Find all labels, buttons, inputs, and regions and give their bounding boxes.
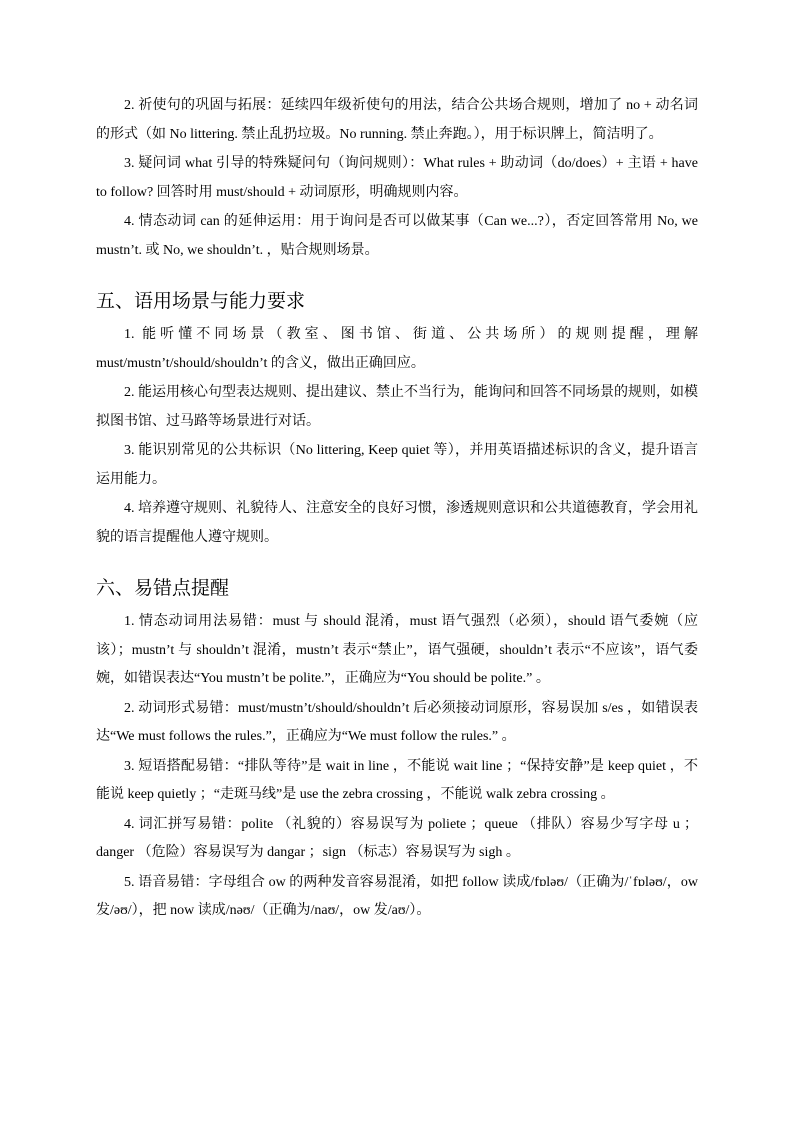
paragraph: 4. 词汇拼写易错：polite （礼貌的）容易误写为 poliete ；queue （排队）容易少写字母 u ；danger （危险）容易误写为 dangar ；sign （标志）容易误写为 sigh 。 xyxy=(96,816,698,860)
paragraph: 4. 培养遵守规则、礼貌待人、注意安全的良好习惯，渗透规则意识和公共道德教育，学会用礼貌的语言提醒他人遵守规则。 xyxy=(96,501,698,545)
paragraph: 3. 短语搭配易错：“排队等待”是 wait in line ，不能说 wait line ；“保持安静”是 keep quiet ，不能说 keep quietly ；“走斑马线”是 use the zebra crossing ，不能说 walk zebra crossing 。 xyxy=(96,758,698,802)
section-6 xyxy=(96,574,698,926)
paragraph: 2. 能运用核心句型表达规则、提出建议、禁止不当行为，能询问和回答不同场景的规则，如模拟图书馆、过马路等场景进行对话。 xyxy=(96,385,698,429)
paragraph: 5. 语音易错：字母组合 ow 的两种发音容易混淆，如把 follow 读成/fɒləʊ/（正确为/ˈfɒləʊ/，ow 发/əʊ/），把 now 读成/nəʊ/（正确为/naʊ/，ow 发/aʊ/）。 xyxy=(96,874,698,918)
paragraph: 1. 能听懂不同场景（教室、图书馆、街道、公共场所）的规则提醒，理解 must/mustn’t/should/shouldn’t 的含义，做出正确回应。 xyxy=(96,327,698,371)
document-page xyxy=(96,92,698,927)
section-5 xyxy=(96,287,698,552)
section-heading: 五、语用场景与能力要求 xyxy=(96,290,306,312)
section-heading: 六、易错点提醒 xyxy=(96,577,230,599)
paragraph: 2. 动词形式易错：must/mustn’t/should/shouldn’t 后必须接动词原形，容易误加 s/es ，如错误表达“We must follows the rules.”，正确应为“We must follow the rules.” 。 xyxy=(96,700,698,744)
paragraph: 3. 疑问词 what 引导的特殊疑问句（询问规则）：What rules + 助动词（do/does）+ 主语 + have to follow? 回答时用 must/should + 动词原形，明确规则内容。 xyxy=(96,156,698,200)
paragraph: 3. 能识别常见的公共标识（No littering, Keep quiet 等），并用英语描述标识的含义，提升语言运用能力。 xyxy=(96,443,698,487)
paragraph: 1. 情态动词用法易错：must 与 should 混淆，must 语气强烈（必须），should 语气委婉（应该）；mustn’t 与 shouldn’t 混淆，mustn’t 表示“禁止”，语气强硬，shouldn’t 表示“不应该”，语气委婉，如错误表达“You mustn’t be polite.”，正确应为“You should be polite.” 。 xyxy=(96,614,698,686)
paragraph: 2. 祈使句的巩固与拓展：延续四年级祈使句的用法，结合公共场合规则，增加了 no + 动名词的形式（如 No littering. 禁止乱扔垃圾。No running. 禁止奔跑。），用于标识牌上，简洁明了。 xyxy=(96,98,698,142)
section-4-continuation xyxy=(96,92,698,265)
paragraph: 4. 情态动词 can 的延伸运用：用于询问是否可以做某事（Can we...?），否定回答常用 No, we mustn’t. 或 No, we shouldn’t. ，贴合规则场景。 xyxy=(96,214,698,258)
